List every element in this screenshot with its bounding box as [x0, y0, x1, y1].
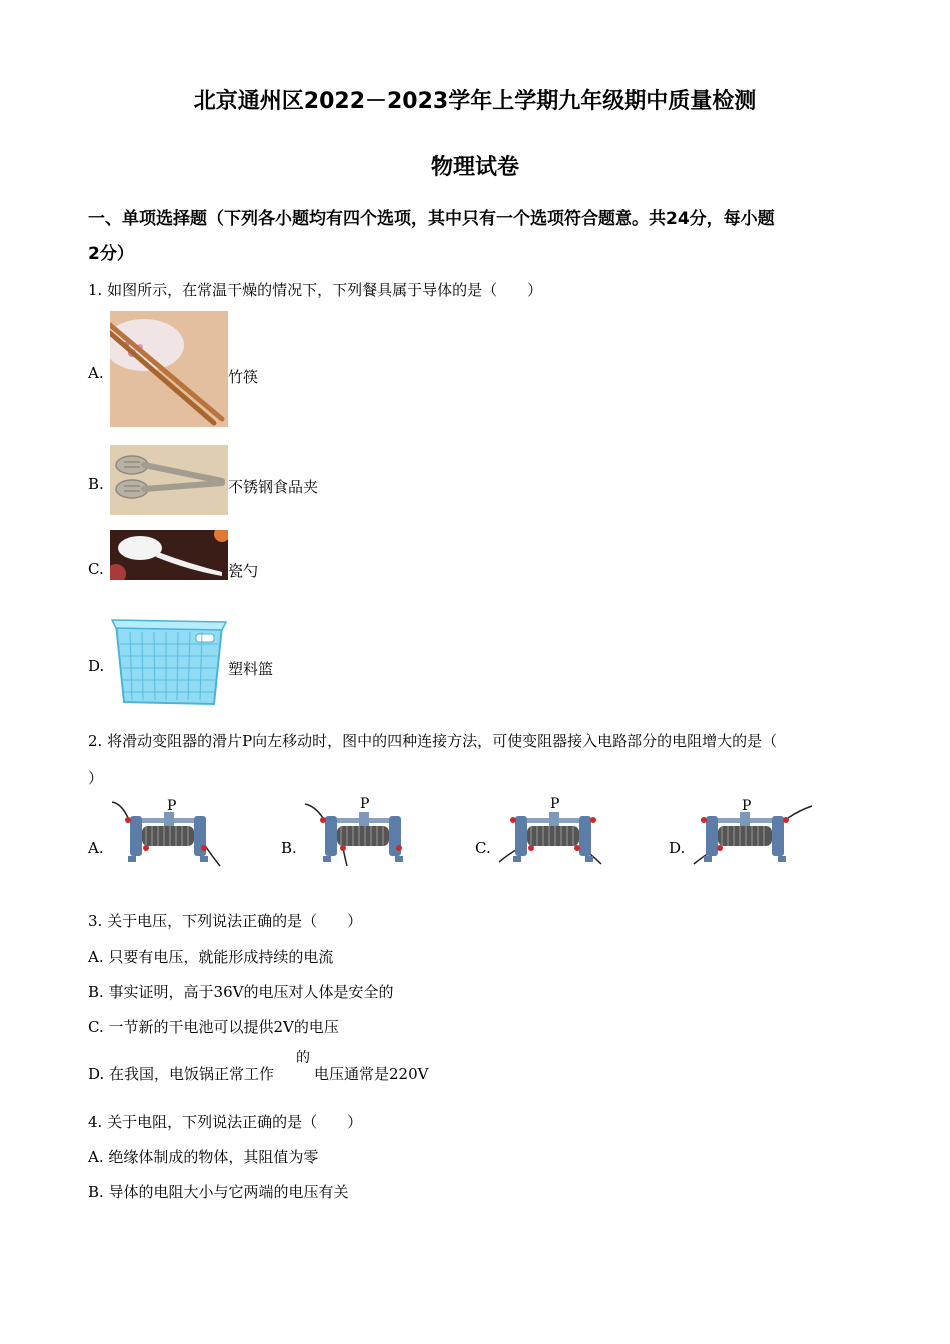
rheostat-diagram-d [690, 796, 814, 868]
q2-stem-line1: 2. 将滑动变阻器的滑片P向左移动时，图中的四种连接方法，可使变阻器接入电路部分的电阻增大的是（ [88, 732, 778, 750]
q2-option-d-letter: D. [669, 839, 686, 857]
rheostat-diagram-c [497, 796, 617, 868]
slider-label-b: P [360, 796, 370, 812]
chopsticks-image [110, 311, 228, 427]
q3-option-c: C. 一节新的干电池可以提供2V的电压 [88, 1018, 339, 1036]
spoon-image [110, 530, 228, 580]
q3-option-b: B. 事实证明，高于36V的电压对人体是安全的 [88, 983, 394, 1001]
slider-label-a: P [167, 798, 177, 814]
q1-option-c-label: 瓷勺 [228, 562, 259, 580]
rheostat-diagram-b [303, 796, 423, 868]
q1-option-b-label: 不锈钢食品夹 [228, 478, 319, 496]
q1-option-b-letter: B. [88, 475, 104, 493]
section-heading-line1: 一、单项选择题（下列各小题均有四个选项，其中只有一个选项符合题意。共24分，每小题 [88, 209, 775, 229]
q1-option-d-label: 塑料篮 [228, 660, 274, 678]
slider-label-d: P [742, 798, 752, 814]
q2-option-a-letter: A. [88, 839, 104, 857]
q3-option-a: A. 只要有电压，就能形成持续的电流 [88, 948, 334, 966]
basket-image [110, 614, 228, 710]
exam-subtitle: 物理试卷 [430, 155, 519, 180]
q3-option-d-before: D. 在我国，电饭锅正常工作 [88, 1065, 275, 1083]
q2-stem-line2: ） [88, 769, 104, 787]
q4-option-b: B. 导体的电阻大小与它两端的电压有关 [88, 1183, 349, 1201]
tongs-image [110, 445, 228, 515]
q4-option-a: A. 绝缘体制成的物体，其阻值为零 [88, 1148, 319, 1166]
q1-option-a-label: 竹筷 [228, 368, 259, 386]
q3-option-d-raised: 的 [296, 1050, 310, 1066]
q2-option-c-letter: C. [475, 839, 491, 857]
q1-option-a-letter: A. [88, 364, 104, 382]
q1-stem: 1. 如图所示，在常温干燥的情况下，下列餐具属于导体的是（ ） [88, 281, 543, 299]
q1-option-c-letter: C. [88, 560, 104, 578]
q3-stem: 3. 关于电压，下列说法正确的是（ ） [88, 912, 363, 930]
q2-option-b-letter: B. [281, 839, 297, 857]
q4-stem: 4. 关于电阻，下列说法正确的是（ ） [88, 1113, 363, 1131]
section-heading-line2: 2分） [88, 244, 134, 264]
q1-option-d-letter: D. [88, 657, 105, 675]
slider-label-c: P [550, 796, 560, 812]
exam-title: 北京通州区2022－2023学年上学期九年级期中质量检测 [193, 89, 757, 114]
rheostat-diagram-a [108, 796, 228, 868]
q3-option-d-after: 电压通常是220V [314, 1065, 429, 1083]
